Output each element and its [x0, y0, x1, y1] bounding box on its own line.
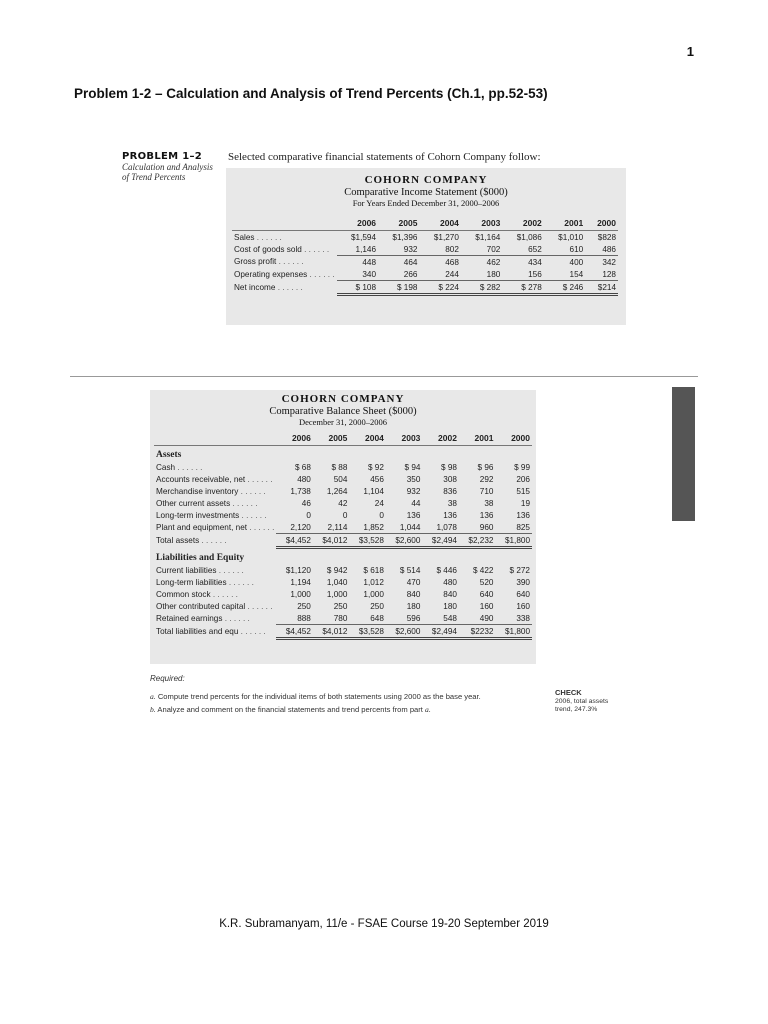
cell-value: 1,040	[326, 577, 348, 587]
row-label-text: Accounts receivable, net	[156, 474, 246, 484]
cell-value: 448	[362, 257, 377, 267]
cell-value: 156	[502, 268, 543, 281]
row-label	[154, 588, 276, 600]
cell-value: 1,000	[326, 589, 348, 599]
row-label	[154, 600, 276, 612]
balance-year-header: 2004	[349, 432, 386, 446]
cell-value: $ 98	[441, 462, 457, 472]
cell-value: 840	[406, 589, 421, 599]
leader-dots: . . . . . .	[239, 510, 267, 520]
table-row	[154, 509, 532, 521]
balance-statement-period: December 31, 2000–2006	[298, 416, 388, 427]
cell-value: 888	[276, 612, 313, 625]
cell-value: $ 446	[436, 565, 457, 575]
row-label-text: Total assets	[156, 536, 200, 545]
cell-value: $ 942	[326, 565, 348, 575]
table-row	[154, 497, 532, 509]
cell-value: 1,264	[326, 486, 348, 496]
cell-value: 180	[461, 268, 502, 281]
cell-value: $ 94	[404, 462, 421, 472]
row-label	[154, 497, 276, 509]
leader-dots: . . . . . .	[301, 244, 330, 254]
cell-value: 2,114	[313, 521, 350, 534]
cell-value: 19	[520, 498, 530, 508]
check-label: CHECK	[555, 688, 582, 697]
cell-value: 1,044	[386, 521, 423, 534]
table-row	[232, 231, 618, 244]
row-label	[232, 268, 337, 281]
leader-dots: . . . . . .	[226, 577, 254, 587]
cell-value: 470	[406, 577, 421, 587]
cell-value: 640	[479, 589, 494, 599]
cell-value: 825	[495, 521, 532, 534]
row-label-text: Retained earnings	[156, 613, 223, 623]
balance-year-header: 2000	[495, 432, 532, 446]
cell-value: $1,164	[475, 232, 501, 242]
cell-value: $1,086	[516, 232, 542, 242]
row-label-text: Long-term investments	[156, 510, 240, 520]
cell-value: $2,600	[386, 625, 423, 639]
scrollbar-thumb[interactable]	[672, 387, 695, 521]
cell-value: 596	[386, 612, 423, 625]
balance-sheet-table	[154, 432, 532, 640]
cell-value: 338	[495, 612, 532, 625]
cell-value: 802	[419, 243, 460, 256]
section-heading-row	[154, 446, 532, 462]
income-year-header: 2003	[461, 217, 502, 231]
cell-value: $4,452	[276, 625, 313, 639]
cell-value: 434	[528, 257, 542, 267]
leader-dots: . . . . . .	[245, 601, 273, 611]
row-label-text: Other current assets	[156, 498, 231, 508]
required-item-b-ref: a.	[425, 705, 431, 714]
row-label	[232, 243, 337, 256]
row-label-text: Total liabilities and equ	[156, 627, 239, 636]
cell-value: 0	[306, 510, 311, 520]
row-label-text: Cost of goods sold	[234, 244, 302, 254]
cell-value: 652	[502, 243, 543, 256]
balance-year-header: 2003	[386, 432, 423, 446]
leader-dots: . . . . . .	[210, 589, 238, 599]
cell-value: 780	[313, 612, 350, 625]
cell-value: 462	[486, 257, 501, 267]
cell-value: $1,594	[350, 232, 377, 242]
table-row	[154, 534, 532, 548]
table-row	[154, 473, 532, 485]
table-row	[232, 243, 618, 256]
cell-value: 206	[516, 474, 530, 484]
cell-value: 504	[333, 474, 348, 484]
cell-value: 464	[403, 257, 418, 267]
cell-value: 932	[406, 486, 421, 496]
income-year-header: 2004	[419, 217, 460, 231]
balance-year-header: 2001	[459, 432, 496, 446]
cell-value: 180	[406, 601, 421, 611]
required-heading: Required:	[150, 674, 185, 683]
cell-value: 244	[419, 268, 460, 281]
row-label-text: Operating expenses	[234, 269, 308, 279]
row-label	[154, 473, 276, 485]
cell-value: 480	[297, 474, 311, 484]
cell-value: 1,078	[422, 521, 459, 534]
cell-value: 136	[443, 510, 457, 520]
cell-value: $2,494	[422, 534, 459, 548]
income-statement-period: For Years Ended December 31, 2000–2006	[352, 197, 500, 208]
cell-value: 1,012	[363, 577, 384, 587]
cell-value: 486	[585, 243, 618, 256]
cell-value: 292	[479, 474, 494, 484]
income-company-name: COHORN COMPANY	[364, 174, 488, 186]
cell-value: 0	[342, 510, 348, 520]
income-year-header: 2006	[337, 217, 378, 231]
table-row	[154, 461, 532, 473]
cell-value: 342	[602, 257, 616, 267]
row-label-text: Other contributed capital	[156, 601, 246, 611]
row-label	[154, 564, 276, 576]
row-label-text: Sales	[234, 232, 255, 242]
cell-value: 160	[479, 601, 494, 611]
page-title: Problem 1-2 – Calculation and Analysis of Trend Percents (Ch.1, pp.52-53)	[74, 86, 548, 101]
cell-value: 180	[443, 601, 457, 611]
row-label-text: Cash	[156, 462, 176, 472]
row-label-text: Plant and equipment, net	[156, 522, 248, 532]
required-item-a	[150, 692, 540, 701]
row-label	[154, 461, 276, 473]
row-label-text: Long-term liabilities	[156, 577, 227, 587]
table-row	[154, 521, 532, 534]
balance-year-header: 2002	[422, 432, 459, 446]
cell-value: 1,146	[337, 243, 378, 256]
cell-value: $ 246	[544, 281, 585, 295]
cell-value: 340	[337, 268, 378, 281]
cell-value: 46	[301, 498, 311, 508]
leader-dots: . . . . . .	[238, 627, 266, 636]
leader-dots: . . . . . .	[254, 232, 282, 242]
row-label	[154, 534, 276, 548]
balance-label-header	[154, 432, 276, 446]
cell-value: 710	[479, 486, 494, 496]
leader-dots: . . . . . .	[238, 486, 266, 496]
cell-value: $828	[597, 232, 616, 242]
check-line-2: trend, 247.3%	[555, 706, 598, 713]
balance-year-header: 2005	[313, 432, 350, 446]
leader-dots: . . . . . .	[222, 613, 250, 623]
cell-value: $214	[585, 281, 618, 295]
balance-sheet-header	[150, 390, 536, 427]
table-row	[154, 612, 532, 625]
cell-value: 154	[544, 268, 585, 281]
check-note	[555, 689, 608, 715]
table-row	[232, 256, 618, 269]
income-header-row	[232, 217, 618, 231]
row-label-text: Merchandise inventory	[156, 486, 239, 496]
leader-dots: . . . . . .	[175, 462, 203, 472]
cell-value: 548	[422, 612, 459, 625]
income-statement-table	[232, 217, 618, 296]
leader-dots: . . . . . .	[216, 565, 244, 575]
row-label	[154, 485, 276, 497]
cell-value: $4,452	[276, 534, 313, 548]
cell-value: $1,270	[433, 232, 459, 242]
cell-value: $ 272	[509, 565, 530, 575]
cell-value: 350	[406, 474, 421, 484]
row-label	[154, 612, 276, 625]
cell-value: $1,010	[558, 232, 584, 242]
cell-value: 42	[338, 498, 348, 508]
cell-value: 160	[516, 601, 530, 611]
cell-value: 1,852	[349, 521, 386, 534]
cell-value: $ 99	[514, 462, 530, 472]
row-label-text: Net income	[234, 283, 276, 292]
leader-dots: . . . . . .	[247, 522, 275, 532]
cell-value: $ 422	[472, 565, 494, 575]
income-year-header: 2005	[378, 217, 419, 231]
cell-value: $ 68	[294, 462, 311, 472]
income-year-header: 2002	[502, 217, 543, 231]
cell-value: $ 618	[363, 565, 384, 575]
cell-value: 520	[479, 577, 494, 587]
cell-value: 610	[544, 243, 585, 256]
cell-value: 1,104	[363, 486, 384, 496]
income-year-header: 2000	[585, 217, 618, 231]
cell-value: $1,396	[392, 232, 418, 242]
problem-number: PROBLEM 1–2	[122, 151, 203, 162]
leader-dots: . . . . . .	[276, 257, 304, 267]
page-footer: K.R. Subramanyam, 11/e - FSAE Course 19-20 September 2019	[219, 918, 549, 930]
cell-value: $ 282	[461, 281, 502, 295]
income-statement-name: Comparative Income Statement ($000)	[344, 186, 508, 198]
cell-value: 390	[516, 577, 530, 587]
cell-value: $4,012	[313, 625, 350, 639]
income-statement-header	[226, 168, 626, 208]
problem-label	[122, 151, 222, 182]
table-row	[154, 485, 532, 497]
cell-value: $ 88	[331, 462, 348, 472]
cell-value: $2,232	[459, 534, 496, 548]
cell-value: $1,120	[285, 565, 311, 575]
leader-dots: . . . . . .	[230, 498, 258, 508]
cell-value: $ 108	[337, 281, 378, 295]
row-label	[154, 625, 276, 639]
cell-value: 128	[585, 268, 618, 281]
cell-value: 400	[569, 257, 584, 267]
cell-value: $ 92	[367, 462, 384, 472]
cell-value: 44	[411, 498, 421, 508]
leader-dots: . . . . . .	[245, 474, 273, 484]
cell-value: 648	[349, 612, 386, 625]
row-label	[154, 509, 276, 521]
page-number: 1	[686, 44, 694, 59]
table-row	[154, 564, 532, 576]
table-row	[154, 600, 532, 612]
cell-value: $ 224	[419, 281, 460, 295]
cell-value: 266	[378, 268, 419, 281]
cell-value: $2,494	[422, 625, 459, 639]
cell-value: 1,194	[290, 577, 311, 587]
cell-value: $ 514	[399, 565, 421, 575]
section-heading: Liabilities and Equity	[156, 553, 245, 563]
cell-value: 836	[443, 486, 457, 496]
row-label-text: Common stock	[156, 589, 211, 599]
problem-subtitle-2: of Trend Percents	[122, 172, 186, 182]
required-item-b-letter: b.	[150, 705, 156, 714]
cell-value: 1,000	[290, 589, 311, 599]
cell-value: 480	[443, 577, 457, 587]
balance-statement-name: Comparative Balance Sheet ($000)	[269, 405, 417, 417]
cell-value: 136	[406, 510, 421, 520]
problem-subtitle-1: Calculation and Analysis	[122, 162, 213, 172]
cell-value: $ 278	[502, 281, 543, 295]
cell-value: 468	[445, 257, 459, 267]
cell-value: 2,120	[276, 521, 313, 534]
cell-value: $3,528	[349, 534, 386, 548]
balance-header-row	[154, 432, 532, 446]
cell-value: 932	[378, 243, 419, 256]
problem-intro: Selected comparative financial statements of Cohorn Company follow:	[228, 151, 541, 163]
row-label	[232, 231, 337, 244]
table-row	[154, 625, 532, 639]
section-heading: Assets	[156, 450, 182, 460]
cell-value: $ 198	[378, 281, 419, 295]
cell-value: 490	[459, 612, 496, 625]
cell-value: 250	[297, 601, 311, 611]
required-item-b	[150, 705, 540, 714]
income-year-header: 2001	[544, 217, 585, 231]
cell-value: $2232	[459, 625, 496, 639]
cell-value: 1,738	[290, 486, 311, 496]
table-row	[154, 588, 532, 600]
cell-value: 515	[516, 486, 530, 496]
cell-value: 0	[379, 510, 384, 520]
cell-value: 960	[459, 521, 496, 534]
cell-value: 640	[516, 589, 530, 599]
row-label-text: Current liabilities	[156, 565, 217, 575]
leader-dots: . . . . . .	[307, 269, 335, 279]
balance-company-name: COHORN COMPANY	[281, 393, 405, 405]
cell-value: 702	[461, 243, 502, 256]
cell-value: 456	[370, 474, 384, 484]
cell-value: 308	[443, 474, 457, 484]
income-label-header	[232, 217, 337, 231]
cell-value: 250	[370, 601, 384, 611]
cell-value: 136	[516, 510, 530, 520]
cell-value: 1,000	[363, 589, 384, 599]
cell-value: $4,012	[313, 534, 350, 548]
leader-dots: . . . . . .	[275, 283, 303, 292]
row-label	[232, 281, 337, 295]
cell-value: $1,800	[495, 625, 532, 639]
cell-value: $1,800	[495, 534, 532, 548]
required-item-a-text: Compute trend percents for the individual items of both statements using 2000 as the base year.	[157, 692, 481, 701]
cell-value: 38	[484, 498, 494, 508]
required-item-a-letter: a.	[150, 692, 156, 701]
required-section	[150, 674, 540, 718]
table-row	[232, 268, 618, 281]
cell-value: $3,528	[349, 625, 386, 639]
check-line-1: 2006, total assets	[555, 697, 609, 705]
cell-value: $2,600	[386, 534, 423, 548]
table-row	[154, 576, 532, 588]
leader-dots: . . . . . .	[199, 536, 227, 545]
cell-value: 250	[333, 601, 348, 611]
cell-value: 840	[443, 589, 457, 599]
row-label	[154, 576, 276, 588]
required-item-b-text: Analyze and comment on the financial statements and trend percents from part	[157, 705, 423, 714]
balance-year-header: 2006	[276, 432, 313, 446]
cell-value: $ 96	[477, 462, 494, 472]
cell-value: 38	[447, 498, 457, 508]
table-row	[232, 281, 618, 295]
section-heading-row	[154, 548, 532, 565]
cell-value: 24	[374, 498, 384, 508]
row-label	[154, 521, 276, 534]
section-divider	[70, 376, 698, 377]
row-label	[232, 256, 337, 269]
cell-value: 136	[479, 510, 494, 520]
row-label-text: Gross profit	[234, 257, 277, 267]
